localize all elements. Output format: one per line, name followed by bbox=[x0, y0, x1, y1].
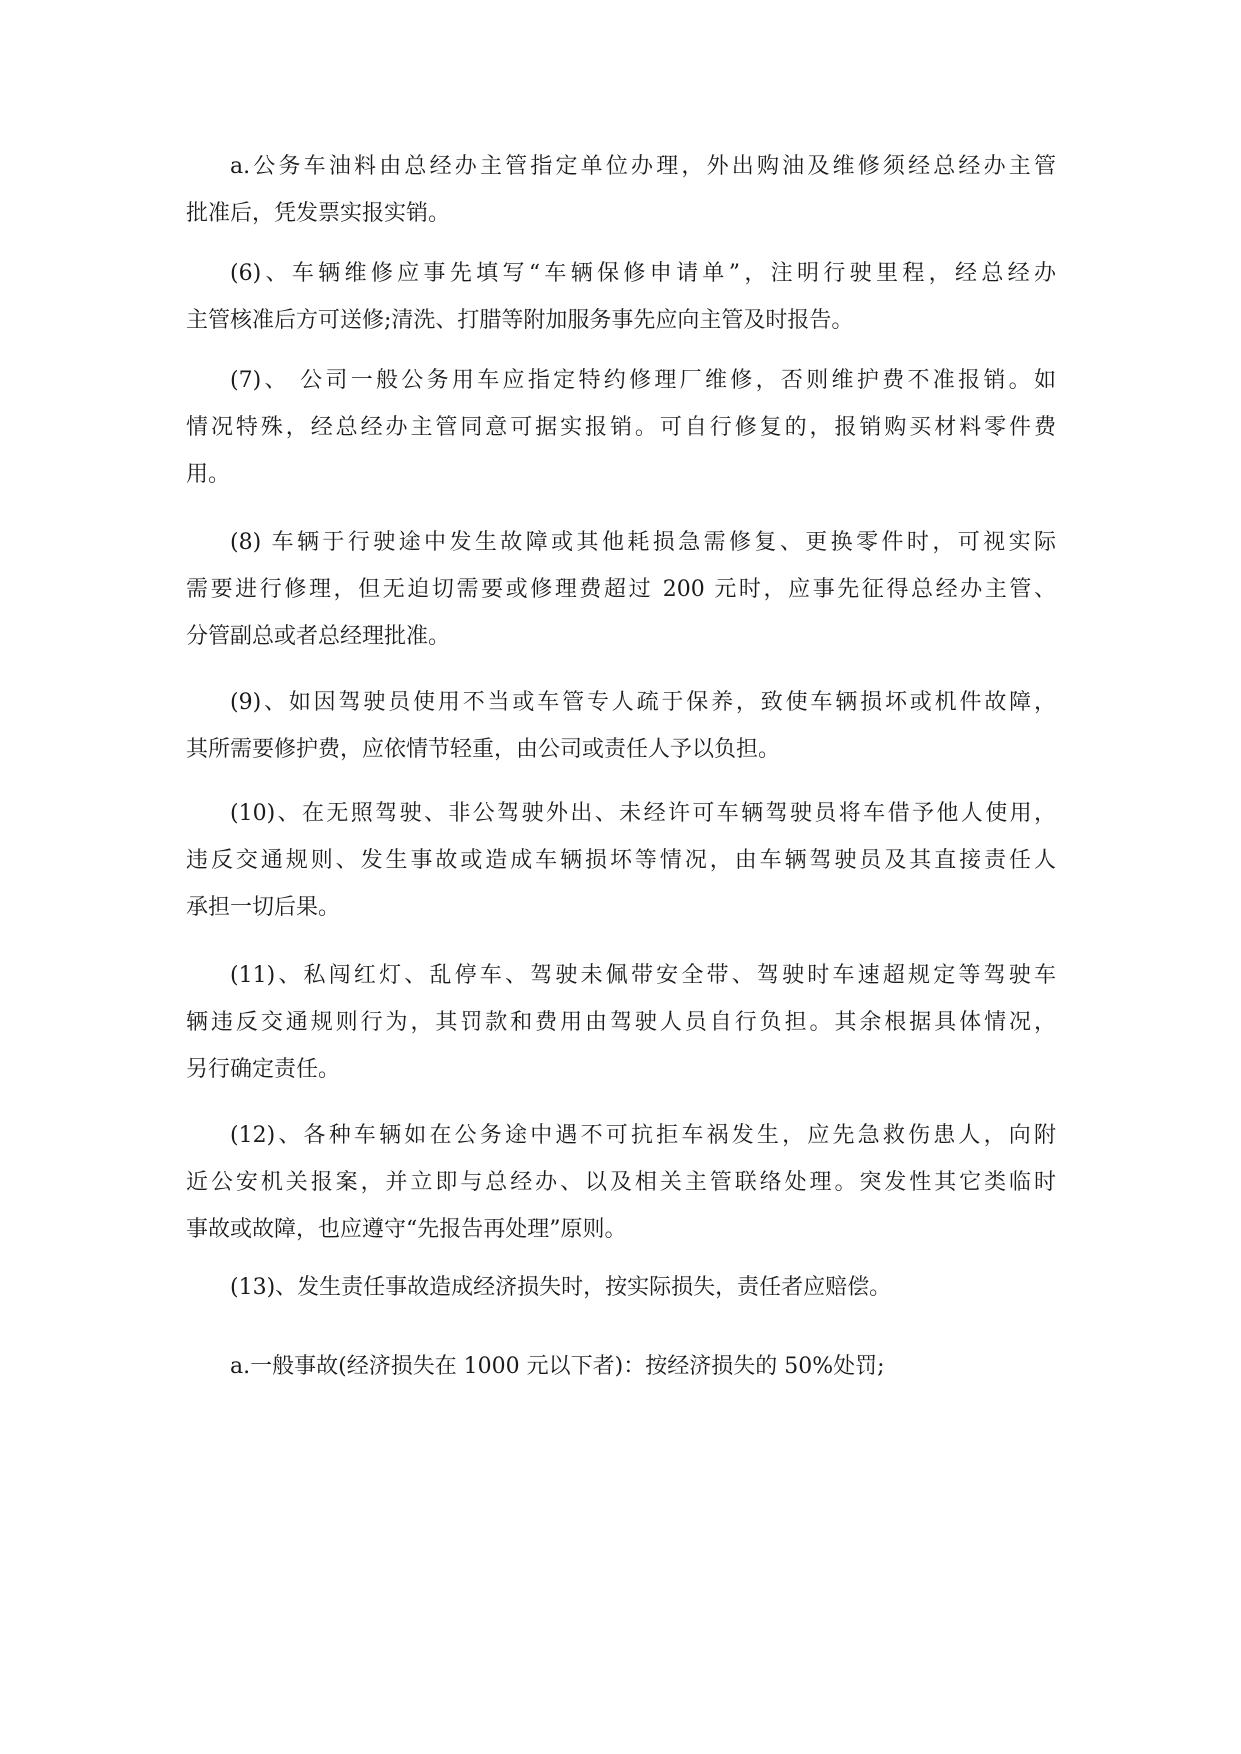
paragraph-line: (10)、在无照驾驶、非公驾驶外出、未经许可车辆驾驶员将车借予他人使用， bbox=[230, 801, 1056, 826]
paragraph-line: 分管副总或者总经理批准。 bbox=[186, 624, 451, 649]
paragraph-item-7 bbox=[186, 357, 1056, 498]
paragraph-line: (7)、 公司一般公务用车应指定特约修理厂维修，否则维护费不准报销。如 bbox=[230, 368, 1056, 393]
paragraph-item-10 bbox=[186, 790, 1056, 931]
paragraph-line: 情况特殊，经总经办主管同意可据实报销。可自行修复的，报销购买材料零件费 bbox=[186, 415, 1056, 440]
paragraph-line: 违反交通规则、发生事故或造成车辆损坏等情况，由车辆驾驶员及其直接责任人 bbox=[186, 848, 1056, 873]
paragraph-line: 其所需要修护费，应依情节轻重，由公司或责任人予以负担。 bbox=[186, 737, 781, 762]
paragraph-line: 另行确定责任。 bbox=[186, 1057, 341, 1082]
paragraph-item-13 bbox=[186, 1264, 1056, 1311]
paragraph-item-9 bbox=[186, 679, 1056, 773]
paragraph-line: 需要进行修理，但无迫切需要或修理费超过 200 元时，应事先征得总经办主管、 bbox=[186, 577, 1056, 602]
paragraph-line: a.一般事故(经济损失在 1000 元以下者)：按经济损失的 50%处罚; bbox=[230, 1354, 885, 1379]
paragraph-fuel-and-repair-approval bbox=[186, 143, 1056, 237]
paragraph-line: 辆违反交通规则行为，其罚款和费用由驾驶人员自行负担。其余根据具体情况， bbox=[186, 1010, 1056, 1035]
paragraph-line: (8) 车辆于行驶途中发生故障或其他耗损急需修复、更换零件时，可视实际 bbox=[230, 530, 1056, 555]
paragraph-line: (13)、发生责任事故造成经济损失时，按实际损失，责任者应赔偿。 bbox=[230, 1275, 892, 1300]
paragraph-line: (9)、如因驾驶员使用不当或车管专人疏于保养，致使车辆损坏或机件故障， bbox=[230, 690, 1056, 715]
paragraph-item-8 bbox=[186, 519, 1056, 660]
paragraph-item-12 bbox=[186, 1112, 1056, 1253]
paragraph-line: 用。 bbox=[186, 462, 231, 487]
paragraph-line: 主管核准后方可送修;清洗、打腊等附加服务事先应向主管及时报告。 bbox=[186, 308, 854, 333]
paragraph-line: 批准后，凭发票实报实销。 bbox=[186, 201, 451, 226]
paragraph-item-6 bbox=[186, 250, 1056, 344]
paragraph-item-11 bbox=[186, 952, 1056, 1093]
paragraph-line: 事故或故障，也应遵守“先报告再处理”原则。 bbox=[186, 1217, 627, 1242]
paragraph-line: 承担一切后果。 bbox=[186, 895, 341, 920]
paragraph-line: (12)、各种车辆如在公务途中遇不可抗拒车祸发生，应先急救伤患人，向附 bbox=[230, 1123, 1056, 1148]
paragraph-line: 近公安机关报案，并立即与总经办、以及相关主管联络处理。突发性其它类临时 bbox=[186, 1170, 1056, 1195]
paragraph-general-accident bbox=[186, 1343, 1056, 1390]
paragraph-line: a.公务车油料由总经办主管指定单位办理，外出购油及维修须经总经办主管 bbox=[230, 154, 1056, 179]
paragraph-line: (6)、车辆维修应事先填写“车辆保修申请单”，注明行驶里程，经总经办 bbox=[230, 261, 1056, 286]
paragraph-line: (11)、私闯红灯、乱停车、驾驶未佩带安全带、驾驶时车速超规定等驾驶车 bbox=[230, 963, 1056, 988]
